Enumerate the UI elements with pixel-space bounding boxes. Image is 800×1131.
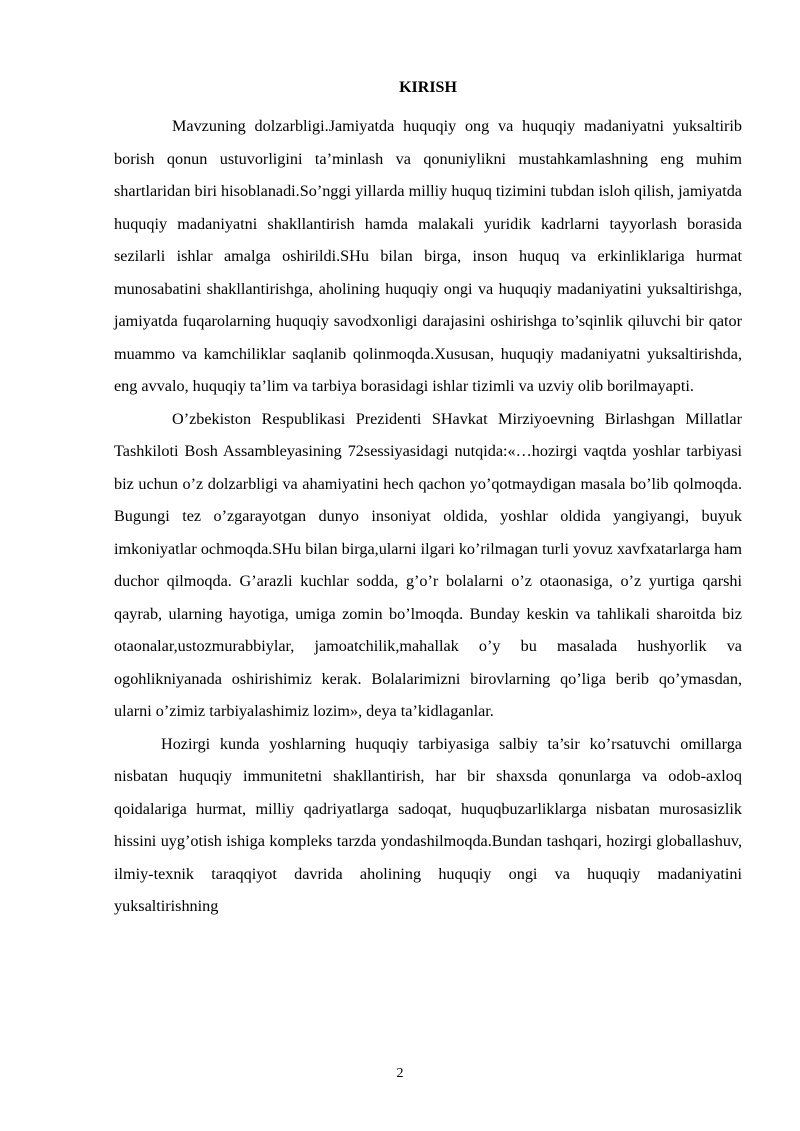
paragraph-youth-education: Hozirgi kunda yoshlarning huquqiy tarbiyasiga salbiy ta’sir ko’rsatuvchi omillarga nisbatan huquqiy immunitetni shakllantirish, har bir shaxsda qonunlarga va odob-axloq qoidalariga hurmat, milliy qadriyatlarga sadoqat, huquqbuzarliklarga nisbatan murosasizlik hissini uyg’otish ishiga kompleks tarzda yondashilmoqda.Bundan tashqari, hozirgi globallashuv, ilmiy-texnik taraqqiyot davrida aholining huquqiy ongi va huquqiy madaniyatini yuksaltirishning xyxy=(114,734,742,915)
page-content xyxy=(114,78,742,923)
section-title: KIRISH xyxy=(399,79,457,96)
paragraph-president-speech: O’zbekiston Respublikasi Prezidenti SHavkat Mirziyoevning Birlashgan Millatlar Tashkiloti Bosh Assambleyasining 72sessiyasidagi nutqida:«…hozirgi vaqtda yoshlar tarbiyasi biz uchun o’z dolzarbligi va ahamiyatini hech qachon yo’qotmaydigan masala bo’lib qolmoqda. Bugungi tez o’zgarayotgan dunyo insoniyat oldida, yoshlar oldida yangiyangi, buyuk imkoniyatlar ochmoqda.SHu bilan birga,ularni ilgari ko’rilmagan turli yovuz xavfxatarlarga ham duchor qilmoqda. G’arazli kuchlar sodda, g’o’r bolalarni o’z otaonasiga, o’z yurtiga qarshi qayrab, ularning hayotiga, umiga zomin bo’lmoqda. Bunday keskin va tahlikali sharoitda biz otaonalar,ustozmurabbiylar, jamoatchilik,mahallak o’y bu masalada hushyorlik va ogohlikniyanada oshirishimiz kerak. Bolalarimizni birovlarning qo’liga berib qo’ymasdan, ularni o’zimiz tarbiyalashimiz lozim», deya ta’kidlaganlar. xyxy=(114,409,742,720)
page-number: 2 xyxy=(396,1066,404,1081)
paragraph-relevance: Mavzuning dolzarbligi.Jamiyatda huquqiy ong va huquqiy madaniyatni yuksaltirib borish qonun ustuvorligini ta’minlash va qonuniylikni mustahkamlashning eng muhim shartlaridan biri hisoblanadi.So’nggi yillarda milliy huquq tizimini tubdan isloh qilish, jamiyatda huquqiy madaniyatni shakllantirish hamda malakali yuridik kadrlarni tayyorlash borasida sezilarli ishlar amalga oshirildi.SHu bilan birga, inson huquq va erkinliklariga hurmat munosabatini shakllantirishga, aholining huquqiy ongi va huquqiy madaniyatini yuksaltirishga, jamiyatda fuqarolarning huquqiy savodxonligi darajasini oshirishga to’sqinlik qiluvchi bir qator muammo va kamchiliklar saqlanib qolinmoqda.Xususan, huquqiy madaniyatni yuksaltirishda, eng avvalo, huquqiy ta’lim va tarbiya borasidagi ishlar tizimli va uzviy olib borilmayapti. xyxy=(114,117,742,395)
